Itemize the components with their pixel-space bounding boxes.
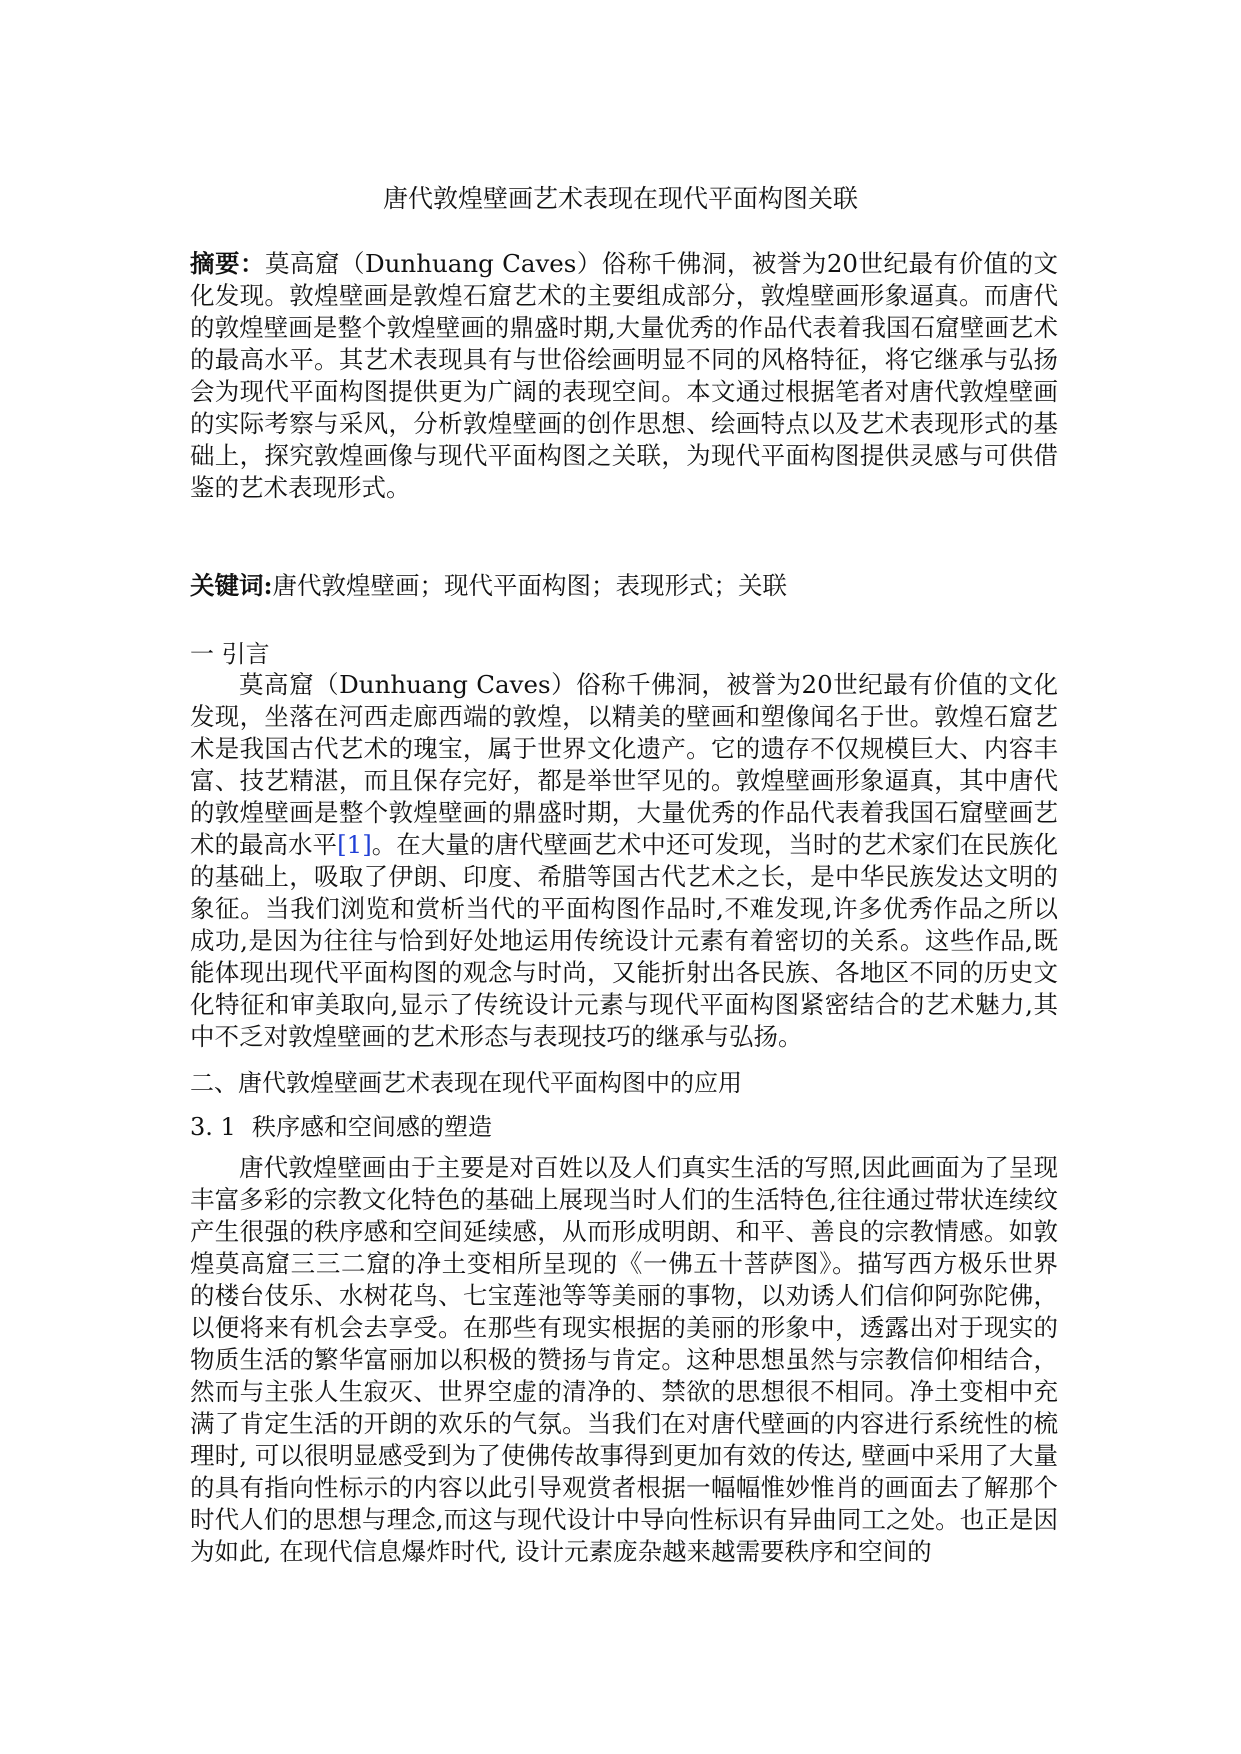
subsection-paragraph: 唐代敦煌壁画由于主要是对百姓以及人们真实生活的写照,因此画面为了呈现丰富多彩的宗教文化特色的基础上展现当时人们的生活特色,往往通过带状连续纹产生很强的秩序感和空间延续感，从而形成明朗、和平、善良的宗教情感。如敦煌莫高窟三三二窟的净土变相所呈现的《一佛五十菩萨图》。描写西方极乐世界的楼台伎乐、水树花鸟、七宝莲池等等美丽的事物，以劝诱人们信仰阿弥陀佛，以便将来有机会去享受。在那些有现实根据的美丽的形象中，透露出对于现实的物质生活的繁华富丽加以积极的赞扬与肯定。这种思想虽然与宗教信仰相结合，然而与主张人生寂灭、世界空虚的清净的、禁欲的思想很不相同。净土变相中充满了肯定生活的开朗的欢乐的气氛。当我们在对唐代壁画的内容进行系统性的梳理时, 可以很明显感受到为了使佛传故事得到更加有效的传达, 壁画中采用了大量的具有指向性标示的内容以此引导观赏者根据一幅幅惟妙惟肖的画面去了解那个时代人们的思想与理念,而这与现代设计中导向性标识有异曲同工之处。也正是因为如此, 在现代信息爆炸时代, 设计元素庞杂越来越需要秩序和空间的 <box>190 1153 1058 1566</box>
section-heading-application: 二、唐代敦煌壁画艺术表现在现代平面构图中的应用 <box>190 1069 742 1097</box>
abstract-paragraph <box>190 248 1058 504</box>
document-title: 唐代敦煌壁画艺术表现在现代平面构图关联 <box>382 184 858 213</box>
keywords-text: 唐代敦煌壁画；现代平面构图；表现形式；关联 <box>272 571 788 600</box>
section-heading-introduction: 一 引言 <box>190 640 270 668</box>
subsection-number: 3. 1 <box>190 1113 236 1141</box>
citation-link[interactable]: [1] <box>337 830 372 859</box>
abstract-text: 莫高窟（Dunhuang Caves）俗称千佛洞，被誉为20世纪最有价值的文化发现。敦煌壁画是敦煌石窟艺术的主要组成部分，敦煌壁画形象逼真。而唐代的敦煌壁画是整个敦煌壁画的鼎盛时期,大量优秀的作品代表着我国石窟壁画艺术的最高水平。其艺术表现具有与世俗绘画明显不同的风格特征，将它继承与弘扬会为现代平面构图提供更为广阔的表现空间。本文通过根据笔者对唐代敦煌壁画的实际考察与采风，分析敦煌壁画的创作思想、绘画特点以及艺术表现形式的基础上，探究敦煌画像与现代平面构图之关联，为现代平面构图提供灵感与可供借鉴的艺术表现形式。 <box>190 249 1058 502</box>
keywords-label: 关键词: <box>190 571 273 600</box>
subsection-heading-3-1 <box>190 1111 492 1143</box>
introduction-text-part2: 。在大量的唐代壁画艺术中还可发现，当时的艺术家们在民族化的基础上，吸取了伊朗、印度、希腊等国古代艺术之长，是中华民族发达文明的象征。当我们浏览和赏析当代的平面构图作品时,不难发现,许多优秀作品之所以成功,是因为往往与恰到好处地运用传统设计元素有着密切的关系。这些作品,既能体现出现代平面构图的观念与时尚，又能折射出各民族、各地区不同的历史文化特征和审美取向,显示了传统设计元素与现代平面构图紧密结合的艺术魅力,其中不乏对敦煌壁画的艺术形态与表现技巧的继承与弘扬。 <box>190 830 1059 1051</box>
keywords-paragraph <box>190 570 1058 602</box>
introduction-text-part1: 莫高窟（Dunhuang Caves）俗称千佛洞，被誉为20世纪最有价值的文化发现，坐落在河西走廊西端的敦煌，以精美的壁画和塑像闻名于世。敦煌石窟艺术是我国古代艺术的瑰宝，属于世界文化遗产。它的遗存不仅规模巨大、内容丰富、技艺精湛，而且保存完好，都是举世罕见的。敦煌壁画形象逼真，其中唐代的敦煌壁画是整个敦煌壁画的鼎盛时期，大量优秀的作品代表着我国石窟壁画艺术的最高水平 <box>190 670 1058 859</box>
subsection-title: 秩序感和空间感的塑造 <box>252 1113 492 1141</box>
introduction-paragraph <box>190 669 1058 1053</box>
abstract-label: 摘要： <box>190 249 265 278</box>
